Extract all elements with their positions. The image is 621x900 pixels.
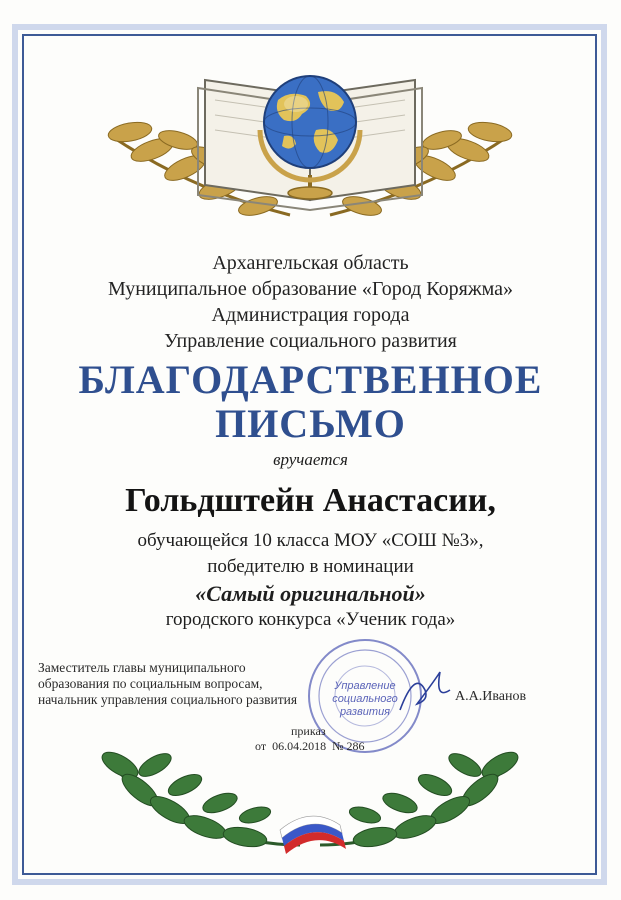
stamp-line-1: Управление <box>334 680 396 692</box>
signatory-position-line-1: Заместитель главы муниципального <box>38 660 246 675</box>
awarded-text: вручается <box>273 450 348 469</box>
region-name: Архангельская область <box>212 252 409 274</box>
globe-book-laurel-icon <box>70 40 550 240</box>
administration-name: Администрация города <box>211 304 410 326</box>
document-title-line1: БЛАГОДАРСТВЕННОЕ <box>78 357 543 402</box>
order-number: № 286 <box>332 739 365 753</box>
order-date: 06.04.2018 <box>272 739 327 753</box>
order-date-prefix: от <box>255 739 267 753</box>
recipient-school: обучающейся 10 класса МОУ «СОШ №3», <box>137 530 484 551</box>
nomination-title: «Самый оригинальной» <box>195 581 426 606</box>
contest-name: городского конкурса «Ученик года» <box>165 609 456 630</box>
signatory-position-line-2: образования по социальным вопросам, <box>38 676 263 691</box>
stamp-line-3: развития <box>339 706 391 718</box>
stamp-line-2: социального <box>332 693 398 705</box>
recipient-name: Гольдштейн Анастасии, <box>125 482 496 519</box>
document-title-line2: ПИСЬМО <box>215 401 406 446</box>
signatory-position <box>38 660 338 708</box>
signatory-position-line-3: начальник управления социального развития <box>38 692 298 707</box>
signature-icon <box>395 660 455 720</box>
order-label: приказ <box>291 724 326 738</box>
stamp-text <box>330 680 400 719</box>
recipient-status: победителю в номинации <box>207 556 414 577</box>
laurel-wreath-flag-icon <box>80 735 540 865</box>
department-name: Управление социального развития <box>164 330 457 352</box>
municipality-name: Муниципальное образование «Город Коряжма» <box>107 278 514 300</box>
signatory-name: А.А.Иванов <box>455 689 527 704</box>
